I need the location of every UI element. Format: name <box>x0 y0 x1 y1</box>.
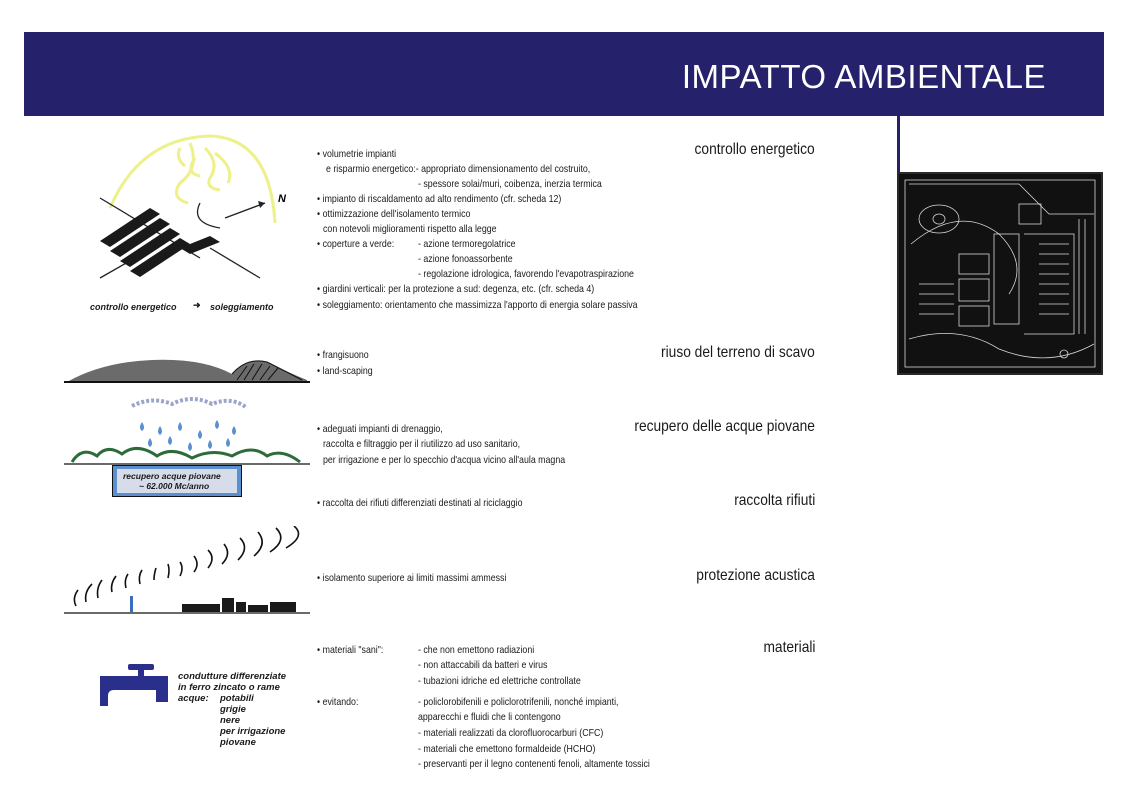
energy-line-12: • soleggiamento: orientamento che massimizza l'apporto di energia solare passiva <box>317 298 638 313</box>
energy-line-6: con notevoli miglioramenti rispetto alla legge <box>323 223 497 235</box>
materials-line-10: - preservanti per il legno contenenti fenoli, altamente tossici <box>418 758 650 770</box>
heading-riuso-terreno: riuso del terreno di scavo <box>661 344 815 361</box>
water-line-2: raccolta e filtraggio per il riutilizzo ad uso sanitario, <box>323 438 521 450</box>
faucet-icon <box>98 662 178 712</box>
pipe-text-7: per irrigazione <box>220 726 286 737</box>
water-line-1: • adeguati impianti di drenaggio, <box>317 422 443 437</box>
pipe-text-4: potabili <box>220 693 254 704</box>
soil-line-2: • land-scaping <box>317 364 373 379</box>
energy-line-1: • volumetrie impianti <box>317 147 396 162</box>
arrow-icon: ➜ <box>193 300 201 310</box>
materials-line-6: - policlorobifenili e policlorotrifenili, nonché impianti, <box>418 696 619 708</box>
materials-line-1: • materiali "sani": <box>317 643 383 658</box>
materials-line-8: - materiali realizzati da clorofluorocarburi (CFC) <box>418 727 604 739</box>
page-title: IMPATTO AMBIENTALE <box>681 58 1046 95</box>
materials-line-3: - non attaccabili da batteri e virus <box>418 659 548 671</box>
energy-line-9: - azione fonoassorbente <box>418 253 513 265</box>
site-plan-image <box>897 172 1103 375</box>
energy-line-10: - regolazione idrologica, favorendo l'evapotraspirazione <box>418 268 634 280</box>
pipe-text-1: condutture differenziate <box>178 671 287 682</box>
pipe-text-5: grigie <box>220 704 246 715</box>
waste-line-1: • raccolta dei rifiuti differenziati destinati al riciclaggio <box>317 496 522 511</box>
rain-recovery-illustration <box>62 394 312 474</box>
energy-line-8: - azione termoregolatrice <box>418 238 516 250</box>
soil-line-1: • frangisuono <box>317 348 369 363</box>
acoustic-illustration <box>62 526 312 616</box>
energy-line-7: • coperture a verde: <box>317 237 394 252</box>
caption-soleggiamento: soleggiamento <box>210 302 274 312</box>
energy-line-11: • giardini verticali: per la protezione a sud: degenza, etc. (cfr. scheda 4) <box>317 282 594 297</box>
pipe-text-3: acque: <box>178 693 209 704</box>
storage-label-2: ~ 62.000 Mc/anno <box>139 481 210 491</box>
rain-storage-box <box>112 465 242 497</box>
heading-controllo-energetico: controllo energetico <box>694 141 815 158</box>
pipe-text-8: piovane <box>220 737 256 748</box>
energy-line-2: e risparmio energetico:- appropriato dimensionamento del costruito, <box>326 163 591 175</box>
materials-line-4: - tubazioni idriche ed elettriche controllate <box>418 675 581 687</box>
materials-line-2: - che non emettono radiazioni <box>418 644 535 656</box>
heading-recupero-acque: recupero delle acque piovane <box>634 418 815 435</box>
sun-exposure-illustration <box>60 128 300 313</box>
energy-line-5: • ottimizzazione dell'isolamento termico <box>317 207 470 222</box>
energy-line-3: - spessore solai/muri, coibenza, inerzia termica <box>418 178 602 190</box>
energy-line-4: • impianto di riscaldamento ad alto rendimento (cfr. scheda 12) <box>317 192 561 207</box>
soil-mound-illustration <box>62 352 312 388</box>
heading-protezione-acustica: protezione acustica <box>696 567 815 584</box>
water-line-3: per irrigazione e per lo specchio d'acqua vicino all'aula magna <box>323 454 566 466</box>
materials-line-9: - materiali che emettono formaldeide (HCHO) <box>418 743 596 755</box>
banner-connector <box>897 116 900 172</box>
header-banner <box>24 32 1104 116</box>
north-label: N <box>278 193 286 205</box>
materials-line-7: apparecchi e fluidi che li contengono <box>418 711 561 723</box>
acoustic-line-1: • isolamento superiore ai limiti massimi ammessi <box>317 571 506 586</box>
heading-raccolta-rifiuti: raccolta rifiuti <box>733 492 815 509</box>
caption-controllo-energetico: controllo energetico <box>90 302 177 312</box>
storage-label-1: recupero acque piovane <box>123 471 221 481</box>
pipe-text-2: in ferro zincato o rame <box>178 682 280 693</box>
materials-line-5: • evitando: <box>317 695 358 710</box>
pipe-text-6: nere <box>220 715 241 726</box>
heading-materiali: materiali <box>762 639 815 656</box>
